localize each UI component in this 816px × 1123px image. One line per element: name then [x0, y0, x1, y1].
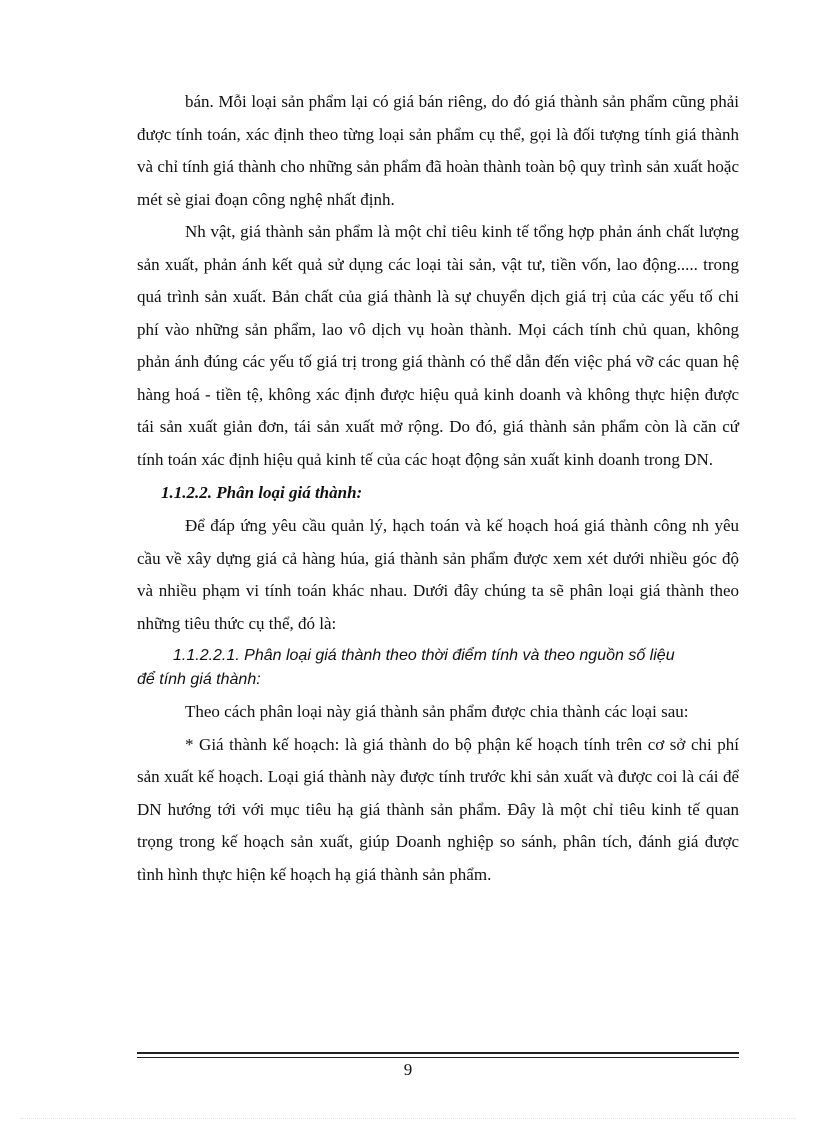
footer-rule-thin — [137, 1057, 739, 1058]
page-number: 9 — [403, 1060, 413, 1079]
page-edge-divider — [20, 1118, 796, 1119]
page-body — [137, 86, 739, 891]
paragraph-3: Để đáp ứng yêu cầu quản lý, hạch toán và kế hoạch hoá giá thành công nh yêu cầu về xây dựng giá cả hàng húa, giá thành sản phẩm được xem xét dưới nhiều góc độ và nhiều phạm vi tính toán khác nhau. Dưới đây chúng ta sẽ phân loại giá thành theo những tiêu thức cụ thể, đó là: — [137, 516, 739, 633]
subsection-heading-line-2: để tính giá thành: — [137, 671, 261, 688]
paragraph-4: Theo cách phân loại này giá thành sản phẩm được chia thành các loại sau: — [185, 702, 689, 721]
subsection-heading — [137, 644, 739, 692]
paragraph-5: * Giá thành kế hoạch: là giá thành do bộ phận kế hoạch tính trên cơ sở chi phí sản xuất kế hoạch. Loại giá thành này được tính trước khi sản xuất và được coi là cái để DN hướng tới với mục tiêu hạ giá thành sản phẩm. Đây là một chỉ tiêu kinh tế quan trọng trong kế hoạch sản xuất, giúp Doanh nghiệp so sánh, phân tích, đánh giá được tình hình thực hiện kế hoạch hạ giá thành sản phẩm. — [137, 734, 739, 884]
footer-rule-thick — [137, 1052, 739, 1054]
paragraph-1: bán. Mỗi loại sản phẩm lại có giá bán riêng, do đó giá thành sản phẩm cũng phải được tính toán, xác định theo từng loại sản phẩm cụ thể, gọi là đối tượng tính giá thành và chỉ tính giá thành cho những sản phẩm đã hoàn thành toàn bộ quy trình sản xuất hoặc mét sè giai đoạn công nghệ nhất định. — [137, 92, 739, 209]
section-heading: 1.1.2.2. Phân loại giá thành: — [161, 483, 363, 502]
subsection-heading-line-1: 1.1.2.2.1. Phân loại giá thành theo thời điểm tính và theo nguồn số liệu — [173, 647, 675, 664]
paragraph-2: Nh vật, giá thành sản phẩm là một chỉ tiêu kinh tế tổng hợp phản ánh chất lượng sản xuất, phản ánh kết quả sử dụng các loại tài sản, vật tư, tiền vốn, lao động..... trong quá trình sản xuất. Bản chất của giá thành là sự chuyển dịch giá trị của các yếu tố chi phí vào những sản phẩm, lao vô dịch vụ hoàn thành. Mọi cách tính chủ quan, không phản ánh đúng các yếu tố giá trị trong giá thành có thể dẫn đến việc phá vỡ các quan hệ hàng hoá - tiền tệ, không xác định được hiệu quả kinh doanh và không thực hiện được tái sản xuất giản đơn, tái sản xuất mở rộng. Do đó, giá thành sản phẩm còn là căn cứ tính toán xác định hiệu quả kinh tế của các hoạt động sản xuất kinh doanh trong DN. — [137, 222, 739, 469]
